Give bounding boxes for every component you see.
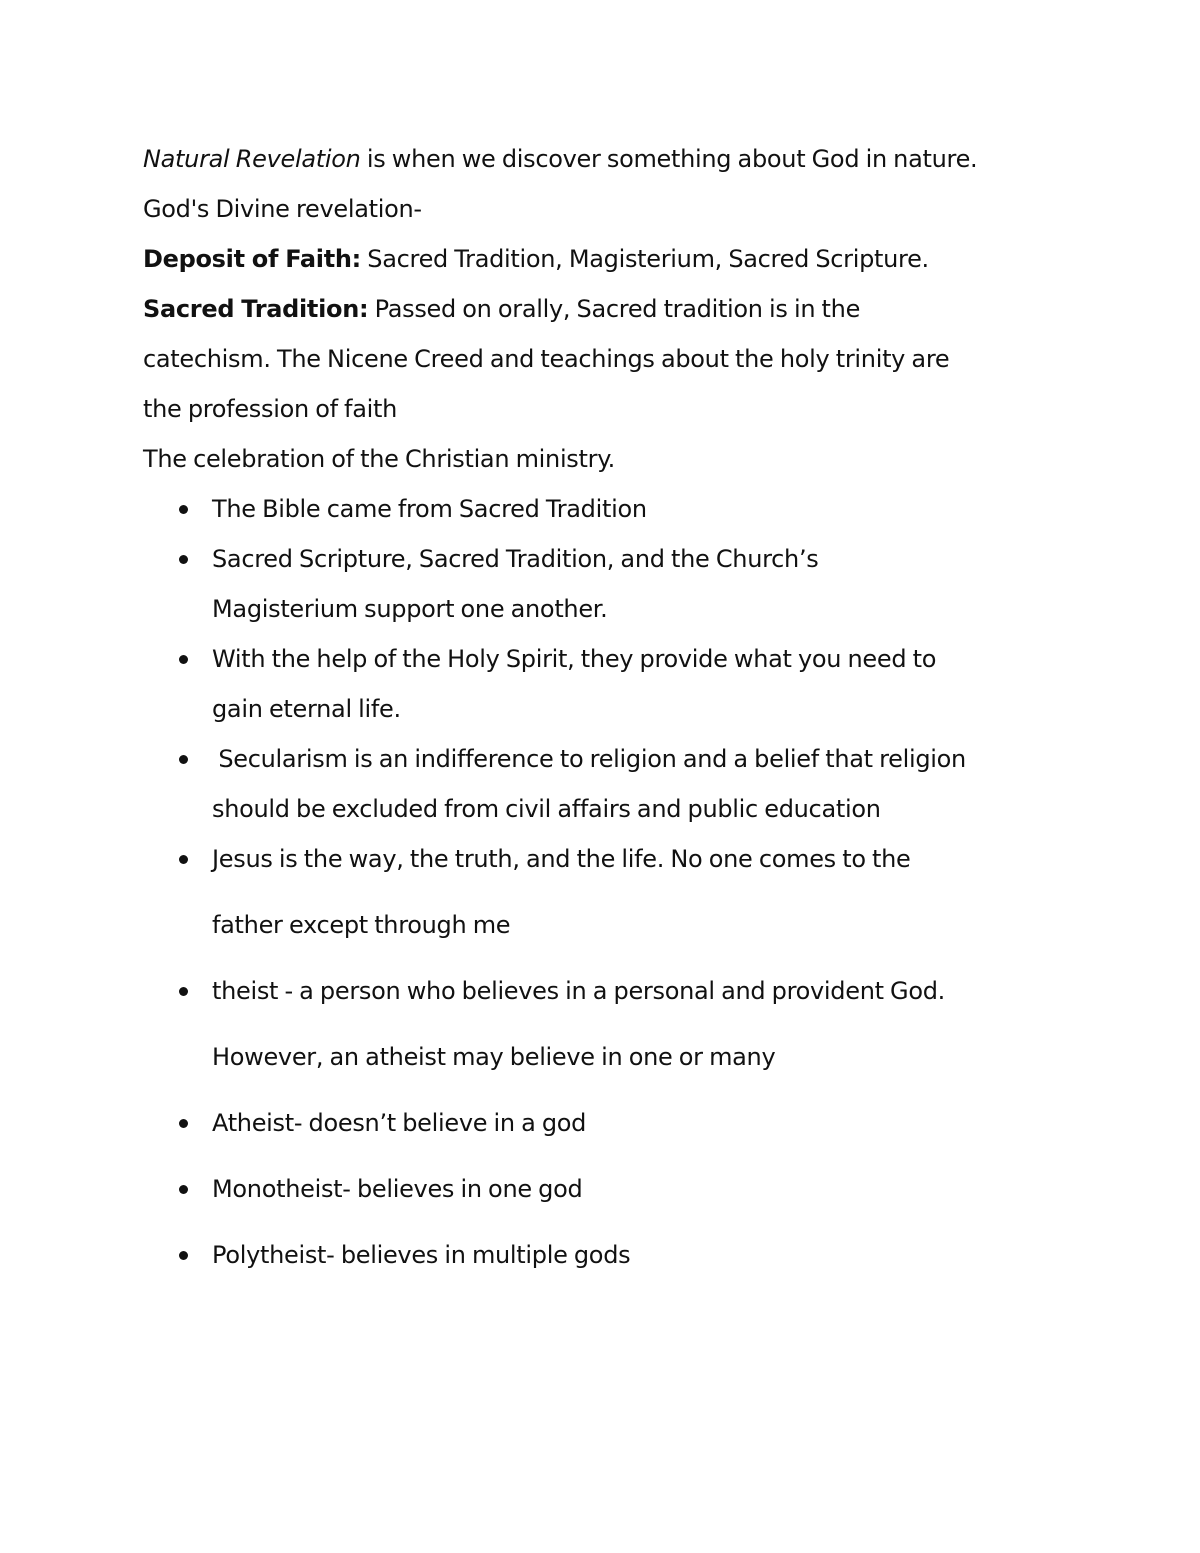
list-item	[143, 1168, 1083, 1234]
list-item-line: Atheist- doesn’t believe in a god	[212, 1109, 587, 1137]
list-item-line: father except through me	[212, 911, 511, 939]
list-item	[143, 538, 1083, 638]
term-deposit-of-faith: Deposit of Faith:	[143, 245, 361, 273]
list-item-line: However, an atheist may believe in one or many	[212, 1043, 776, 1071]
paragraph-line: catechism. The Nicene Creed and teachings about the holy trinity are	[143, 345, 950, 373]
list-item	[143, 970, 1083, 1102]
bullet-icon	[179, 855, 188, 864]
list-item-line: Sacred Scripture, Sacred Tradition, and the Church’s	[212, 545, 819, 573]
term-sacred-tradition: Sacred Tradition:	[143, 295, 369, 323]
paragraph-line: the profession of faith	[143, 395, 397, 423]
list-item-line: Jesus is the way, the truth, and the life. No one comes to the	[212, 845, 911, 873]
bullet-icon	[179, 1119, 188, 1128]
list-item-line: Secularism is an indifference to religion and a belief that religion	[212, 745, 966, 773]
list-item	[143, 1234, 1083, 1300]
list-item-line: With the help of the Holy Spirit, they provide what you need to	[212, 645, 937, 673]
list-item	[143, 838, 1083, 970]
list-item-line: Magisterium support one another.	[212, 595, 608, 623]
paragraph-christian-ministry: The celebration of the Christian ministry.	[143, 445, 615, 473]
term-natural-revelation: Natural Revelation	[143, 145, 361, 173]
definition-natural-revelation: is when we discover something about God in nature.	[360, 145, 978, 173]
list-item-line: should be excluded from civil affairs and public education	[212, 795, 881, 823]
list-item	[143, 638, 1083, 738]
list-item-line: The Bible came from Sacred Tradition	[212, 495, 647, 523]
list-item	[143, 1102, 1083, 1168]
bullet-icon	[179, 1185, 188, 1194]
document-body	[143, 138, 1083, 1300]
bullet-icon	[179, 555, 188, 564]
bullet-icon	[179, 655, 188, 664]
list-item-line: Polytheist- believes in multiple gods	[212, 1241, 631, 1269]
definition-sacred-tradition: Passed on orally, Sacred tradition is in the	[368, 295, 861, 323]
bullet-icon	[179, 1251, 188, 1260]
paragraph-line	[143, 288, 1083, 338]
list-item-line: gain eternal life.	[212, 695, 401, 723]
bullet-icon	[179, 505, 188, 514]
list-item-line: Monotheist- believes in one god	[212, 1175, 583, 1203]
list-item-line: theist - a person who believes in a personal and provident God.	[212, 977, 945, 1005]
bullet-list	[143, 488, 1083, 1300]
bullet-icon	[179, 755, 188, 764]
paragraph-natural-revelation	[143, 138, 1083, 188]
paragraph-sacred-tradition	[143, 288, 1083, 438]
list-item	[143, 738, 1083, 838]
bullet-icon	[179, 987, 188, 996]
paragraph-divine-revelation: God's Divine revelation-	[143, 195, 422, 223]
definition-deposit-of-faith: Sacred Tradition, Magisterium, Sacred Scripture.	[360, 245, 929, 273]
paragraph-deposit-of-faith	[143, 238, 1083, 288]
list-item	[143, 488, 1083, 538]
